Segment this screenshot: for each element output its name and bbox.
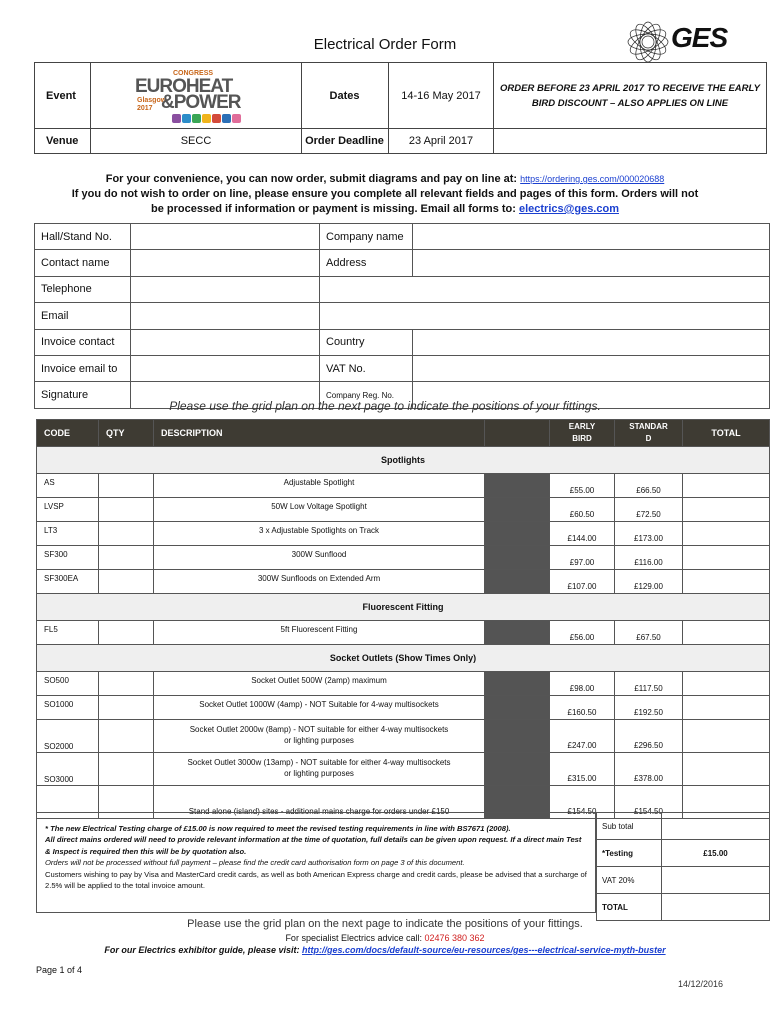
address-field-cont[interactable] [320, 276, 770, 302]
event-logo-dots [172, 114, 242, 126]
ges-logo [626, 18, 738, 66]
address-field-cont2[interactable] [320, 303, 770, 329]
early-bird-price: £55.00 [550, 474, 615, 498]
logo-color-dot [212, 114, 221, 123]
contact-name-label: Contact name [35, 250, 131, 276]
deadline-label: Order Deadline [302, 129, 389, 154]
direct-mains-note: All direct mains ordered will need to provide relevant information at the time of quotation, full details can be given upon request. If a direct main Test & Inspect is required then this will be by quotation also. [45, 835, 582, 856]
standard-header-l2: D [645, 434, 652, 443]
blank-header [485, 420, 550, 447]
shaded-cell [485, 570, 550, 594]
qty-field[interactable] [99, 546, 154, 570]
ges-globe-icon [626, 20, 670, 64]
shaded-cell [485, 753, 550, 786]
line-total-field[interactable] [683, 498, 770, 522]
item-description [154, 753, 485, 786]
standard-price: £72.50 [615, 498, 683, 522]
standard-price: £173.00 [615, 522, 683, 546]
footer-guide [0, 945, 770, 955]
company-reg-label: Company Reg. No. [320, 382, 413, 408]
telephone-field[interactable] [131, 276, 320, 302]
event-logo-line1: EUROHEAT [135, 75, 233, 97]
item-description: 300W Sunfloods on Extended Arm [154, 570, 485, 594]
fluorescent-rows [37, 621, 770, 645]
telephone-label: Telephone [35, 276, 131, 302]
line-total-field[interactable] [683, 522, 770, 546]
table-row [37, 570, 770, 594]
testing-label: *Testing [597, 840, 662, 867]
intro-line2: If you do not wish to order on line, please ensure you complete all relevant fields and pages of this form. Orders will not [71, 188, 699, 200]
line-total-field[interactable] [683, 546, 770, 570]
qty-field[interactable] [99, 753, 154, 786]
line-total-field[interactable] [683, 672, 770, 696]
table-row [37, 546, 770, 570]
event-logo-year: 2017 [137, 104, 153, 112]
early-bird-price: £247.00 [550, 720, 615, 753]
line-total-field[interactable] [683, 621, 770, 645]
totals-table [596, 812, 770, 921]
shaded-cell [485, 672, 550, 696]
vat-total-label: VAT 20% [597, 867, 662, 894]
section-spotlights: Spotlights [37, 447, 770, 474]
hall-stand-field[interactable] [131, 224, 320, 250]
vat-total-value[interactable] [662, 867, 770, 894]
shaded-cell [485, 474, 550, 498]
standard-header [615, 420, 683, 447]
dates-value: 14-16 May 2017 [389, 63, 494, 129]
early-bird-price: £160.50 [550, 696, 615, 720]
advice-text: For specialist Electrics advice call: [285, 933, 422, 943]
event-logo-cell [91, 63, 302, 129]
grand-total-value[interactable] [662, 894, 770, 921]
company-name-field[interactable] [413, 224, 770, 250]
item-code: FL5 [37, 621, 99, 645]
intro-line3 [0, 202, 770, 217]
customer-details-table [34, 223, 770, 409]
page-number: Page 1 of 4 [36, 965, 83, 975]
standard-price: £129.00 [615, 570, 683, 594]
item-code: SF300EA [37, 570, 99, 594]
item-code: SO1000 [37, 696, 99, 720]
item-description: 5ft Fluorescent Fitting [154, 621, 485, 645]
spotlights-rows [37, 474, 770, 594]
event-label: Event [35, 63, 91, 129]
logo-color-dot [172, 114, 181, 123]
standard-price: £117.50 [615, 672, 683, 696]
early-bird-price: £60.50 [550, 498, 615, 522]
item-code: LVSP [37, 498, 99, 522]
qty-field[interactable] [99, 570, 154, 594]
item-code: LT3 [37, 522, 99, 546]
guide-link[interactable]: http://ges.com/docs/default-source/eu-resources/ges---electrical-service-myth-buster [301, 945, 666, 955]
shaded-cell [485, 720, 550, 753]
shaded-cell [485, 522, 550, 546]
table-row [37, 474, 770, 498]
early-bird-header-l2: BIRD [572, 434, 592, 443]
early-bird-price: £154.50 [550, 786, 615, 819]
early-bird-price: £144.00 [550, 522, 615, 546]
venue-value: SECC [91, 129, 302, 154]
table-row [37, 696, 770, 720]
subtotal-label: Sub total [597, 813, 662, 840]
table-row [37, 672, 770, 696]
item-description-line1: Socket Outlet 2000w (8amp) - NOT suitable for either 4-way multisockets [189, 725, 449, 734]
early-bird-price: £97.00 [550, 546, 615, 570]
intro-email-text: be processed if information or payment is missing. Email all forms to: [151, 203, 516, 215]
standard-price: £116.00 [615, 546, 683, 570]
qty-header: QTY [99, 420, 154, 447]
logo-color-dot [192, 114, 201, 123]
item-description-line1: Socket Outlet 3000w (13amp) - NOT suitable for either 4-way multisockets [187, 758, 451, 767]
contact-name-field[interactable] [131, 250, 320, 276]
early-bird-header-l1: EARLY [568, 422, 596, 431]
early-bird-price: £56.00 [550, 621, 615, 645]
qty-field[interactable] [99, 672, 154, 696]
email-field[interactable] [131, 303, 320, 329]
qty-field[interactable] [99, 474, 154, 498]
notes-box [36, 812, 596, 913]
item-description: Adjustable Spotlight [154, 474, 485, 498]
table-row [37, 522, 770, 546]
section-fluorescent: Fluorescent Fitting [37, 594, 770, 621]
item-description: Stand alone (island) sites - additional mains charge for orders under £150 [154, 786, 485, 819]
item-description: Socket Outlet 500W (2amp) maximum [154, 672, 485, 696]
shaded-cell [485, 696, 550, 720]
standard-price: £192.50 [615, 696, 683, 720]
dates-label: Dates [302, 63, 389, 129]
shaded-cell [485, 498, 550, 522]
ordering-link[interactable]: https://ordering.ges.com/000020688 [520, 174, 665, 184]
euroheat-power-logo [131, 66, 261, 126]
item-description-line2: or lighting purposes [284, 736, 354, 745]
intro-line1 [0, 172, 770, 187]
description-header: DESCRIPTION [154, 420, 485, 447]
item-code: SO500 [37, 672, 99, 696]
footer-advice [0, 933, 770, 943]
event-logo-congress: CONGRESS [173, 69, 214, 77]
event-logo-city-name: Glasgow [137, 96, 167, 104]
line-total-field[interactable] [683, 696, 770, 720]
vat-label: VAT No. [320, 355, 413, 381]
guide-text: For our Electrics exhibitor guide, please visit: [104, 945, 300, 955]
table-row [37, 753, 770, 786]
logo-color-dot [182, 114, 191, 123]
standard-header-l1: STANDAR [629, 422, 668, 431]
early-bird-price: £107.00 [550, 570, 615, 594]
email-label: Email [35, 303, 131, 329]
item-description: 3 x Adjustable Spotlights on Track [154, 522, 485, 546]
surcharge-note: Customers wishing to pay by Visa and MasterCard credit cards, as well as both American Express charge and credit cards, please be advised that a surcharge of 2.5% will be applied to the total invoice amount. [45, 869, 587, 891]
company-name-label: Company name [320, 224, 413, 250]
grand-total-label: TOTAL [597, 894, 662, 921]
early-bird-notice: ORDER BEFORE 23 APRIL 2017 TO RECEIVE THE EARLY BIRD DISCOUNT – ALSO APPLIES ON LINE [494, 63, 767, 129]
order-items-table [36, 419, 770, 819]
item-description: 50W Low Voltage Spotlight [154, 498, 485, 522]
advice-phone: 02476 380 362 [424, 933, 485, 943]
invoice-contact-field[interactable] [131, 329, 320, 355]
address-label: Address [320, 250, 413, 276]
socket-rows [37, 672, 770, 819]
item-code: SF300 [37, 546, 99, 570]
line-total-field[interactable] [683, 570, 770, 594]
standard-price: £66.50 [615, 474, 683, 498]
invoice-email-label: Invoice email to [35, 355, 131, 381]
qty-field[interactable] [99, 696, 154, 720]
item-description: Socket Outlet 1000W (4amp) - NOT Suitable for 4-way multisockets [154, 696, 485, 720]
testing-value: £15.00 [662, 840, 770, 867]
hall-stand-label: Hall/Stand No. [35, 224, 131, 250]
ges-wordmark: GES [671, 22, 728, 53]
code-header: CODE [37, 420, 99, 447]
event-table [34, 62, 767, 154]
logo-color-dot [202, 114, 211, 123]
early-bird-price: £98.00 [550, 672, 615, 696]
event-logo-line2: &POWER [161, 91, 241, 113]
standard-price: £296.50 [615, 720, 683, 753]
item-description: 300W Sunflood [154, 546, 485, 570]
subtotal-value[interactable] [662, 813, 770, 840]
intro-online-text: For your convenience, you can now order, submit diagrams and pay on line at: [105, 173, 518, 185]
empty-cell [494, 129, 767, 154]
shaded-cell [485, 546, 550, 570]
country-label: Country [320, 329, 413, 355]
section-sockets: Socket Outlets (Show Times Only) [37, 645, 770, 672]
invoice-contact-label: Invoice contact [35, 329, 131, 355]
qty-field[interactable] [99, 522, 154, 546]
line-total-field[interactable] [683, 474, 770, 498]
vat-field[interactable] [413, 355, 770, 381]
table-row [37, 621, 770, 645]
standard-price: £378.00 [615, 753, 683, 786]
item-code: AS [37, 474, 99, 498]
item-code: SO2000 [37, 720, 99, 753]
item-code: SO3000 [37, 753, 99, 786]
qty-field[interactable] [99, 621, 154, 645]
item-description [154, 720, 485, 753]
document-date: 14/12/2016 [678, 979, 724, 989]
standard-price: £154.50 [615, 786, 683, 819]
qty-field[interactable] [99, 720, 154, 753]
line-total-field[interactable] [683, 720, 770, 753]
logo-color-dot [222, 114, 231, 123]
deadline-value: 23 April 2017 [389, 129, 494, 154]
table-row [37, 720, 770, 753]
logo-color-dot [232, 114, 241, 123]
page-title: Electrical Order Form [313, 36, 457, 53]
table-row [37, 498, 770, 522]
shaded-cell [485, 621, 550, 645]
invoice-email-field[interactable] [131, 355, 320, 381]
payment-note: Orders will not be processed without full payment – please find the credit card authorisation form on page 3 of this document. [45, 858, 465, 868]
testing-note: * The new Electrical Testing charge of £15.00 is now required to meet the revised testing requirements in line with BS7671 (2008). [45, 824, 511, 833]
grid-plan-note: Please use the grid plan on the next page to indicate the positions of your fittings. [169, 399, 601, 413]
venue-label: Venue [35, 129, 91, 154]
line-total-field[interactable] [683, 753, 770, 786]
email-link[interactable]: electrics@ges.com [518, 203, 619, 215]
item-description-line2: or lighting purposes [284, 769, 354, 778]
qty-field[interactable] [99, 498, 154, 522]
intro-text [0, 172, 770, 217]
signature-label: Signature [35, 382, 131, 408]
footer-grid-note: Please use the grid plan on the next page to indicate the positions of your fittings. [187, 918, 583, 930]
early-bird-price: £315.00 [550, 753, 615, 786]
country-field[interactable] [413, 329, 770, 355]
address-field[interactable] [413, 250, 770, 276]
total-header: TOTAL [683, 420, 770, 447]
standard-price: £67.50 [615, 621, 683, 645]
early-bird-header [550, 420, 615, 447]
